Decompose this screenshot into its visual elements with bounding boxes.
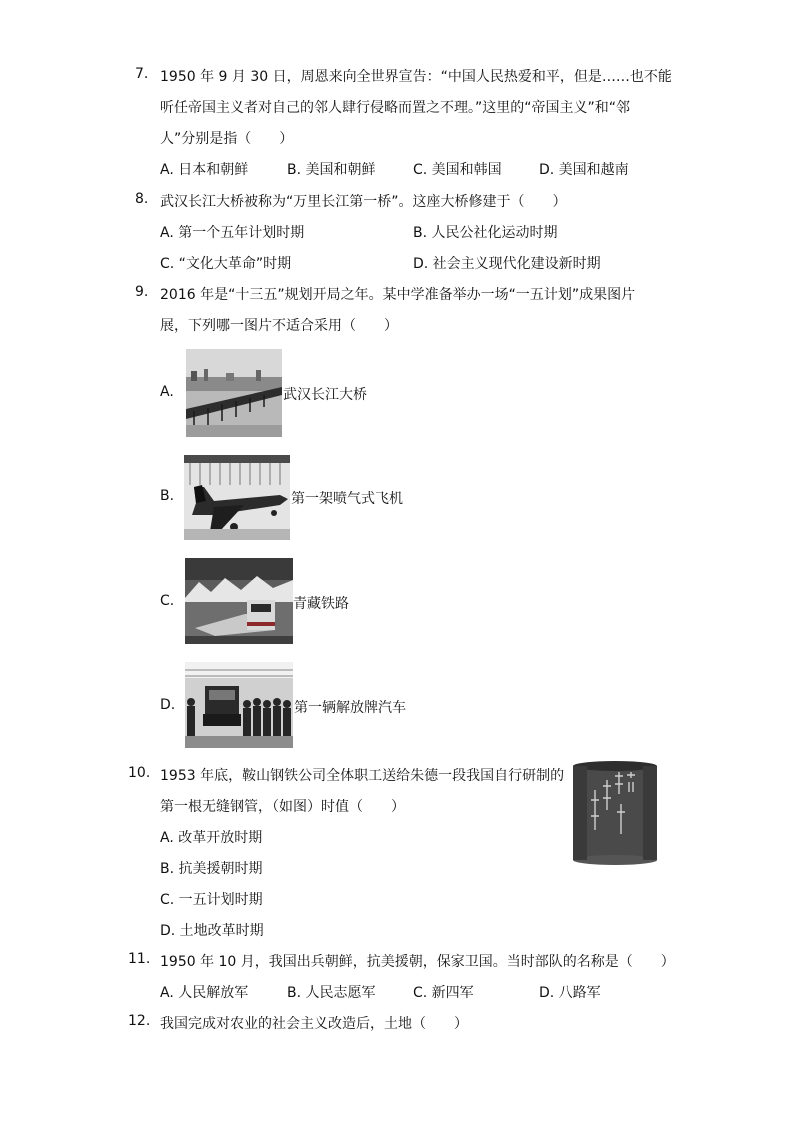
option-d: D. 土地改革时期 [160, 923, 264, 939]
question-text-line: 1953 年底，鞍山钢铁公司全体职工送给朱德一段我国自行研制的 [160, 768, 565, 784]
question-number: 9. [135, 284, 149, 300]
question-text-line: 第一根无缝钢管，（如图）时值（ ） [160, 799, 405, 815]
question-text-line: 武汉长江大桥被称为“万里长江第一桥”。这座大桥修建于（ ） [160, 194, 567, 210]
option-b: B. 人民志愿军 [287, 985, 376, 1001]
question-number: 8. [135, 191, 149, 207]
question-text-line: 听任帝国主义者对自己的邻人肆行侵略而置之不理。”这里的“帝国主义”和“邻 [160, 100, 631, 116]
question-text-line: 我国完成对农业的社会主义改造后，土地（ ） [160, 1016, 468, 1032]
question-text-line: 1950 年 10 月，我国出兵朝鲜，抗美援朝，保家卫国。当时部队的名称是（ ） [160, 954, 675, 970]
option-a-letter: A. [160, 384, 174, 400]
option-d-caption: 第一辆解放牌汽车 [294, 700, 406, 716]
truck-crowd-photo-icon [185, 662, 293, 748]
option-c: C. “文化大革命”时期 [160, 256, 292, 272]
question-number: 7. [135, 66, 149, 82]
question-number: 10. [128, 765, 151, 781]
jet-plane-photo-icon [184, 455, 290, 540]
option-c: C. 新四军 [413, 985, 474, 1001]
option-b: B. 人民公社化运动时期 [413, 225, 558, 241]
option-c-caption: 青藏铁路 [293, 596, 349, 612]
option-d: D. 美国和越南 [539, 162, 629, 178]
option-b-letter: B. [160, 488, 175, 504]
question-text-line: 展，下列哪一图片不适合采用（ ） [160, 318, 398, 334]
option-a: A. 人民解放军 [160, 985, 249, 1001]
option-d-letter: D. [160, 697, 176, 713]
option-a: A. 改革开放时期 [160, 830, 263, 846]
question-text-line: 人”分别是指（ ） [160, 131, 294, 147]
question-text-line: 1950 年 9 月 30 日，周恩来向全世界宣告：“中国人民热爱和平，但是……也不能 [160, 69, 672, 85]
option-d: D. 社会主义现代化建设新时期 [413, 256, 601, 272]
option-b: B. 美国和朝鲜 [287, 162, 376, 178]
option-b-caption: 第一架喷气式飞机 [291, 491, 403, 507]
option-b: B. 抗美援朝时期 [160, 861, 263, 877]
option-a-caption: 武汉长江大桥 [283, 387, 367, 403]
option-d: D. 八路军 [539, 985, 601, 1001]
option-a: A. 日本和朝鲜 [160, 162, 249, 178]
question-number: 11. [128, 951, 151, 967]
option-c: C. 美国和韩国 [413, 162, 502, 178]
train-photo-icon [185, 558, 293, 644]
bridge-photo-icon [186, 349, 282, 437]
question-text-line: 2016 年是“十三五”规划开局之年。某中学准备举办一场“一五计划”成果图片 [160, 287, 636, 303]
option-c-letter: C. [160, 593, 175, 609]
option-a: A. 第一个五年计划时期 [160, 225, 305, 241]
question-number: 12. [128, 1013, 151, 1029]
steel-pipe-photo-icon [571, 760, 659, 866]
option-c: C. 一五计划时期 [160, 892, 263, 908]
